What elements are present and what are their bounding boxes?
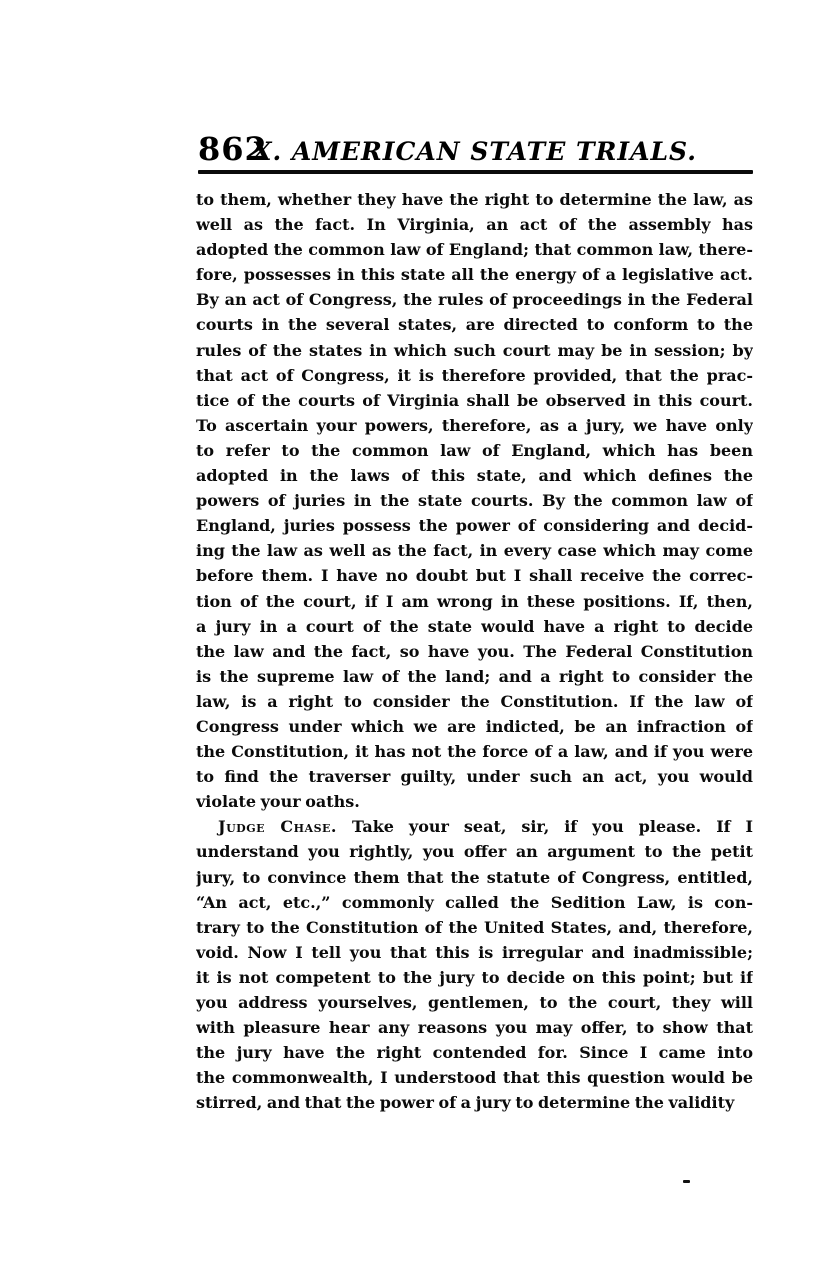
text-line: it is not competent to the jury to decide on this point; but if: [196, 967, 753, 987]
text-line: Congress under which we are indicted, be an infraction of: [196, 716, 753, 736]
text-line: adopted the common law of England; that common law, there-: [196, 240, 753, 260]
text-line: the Constitution, it has not the force of a law, and if you were: [196, 742, 753, 762]
page-body: [196, 187, 753, 1115]
text-line: void. Now I tell you that this is irregular and inadmissible;: [196, 942, 753, 962]
running-head: [196, 132, 753, 170]
header-rule: [198, 170, 753, 174]
text-line: to refer to the common law of England, which has been: [196, 440, 753, 460]
scan-artifact-mark: [683, 1180, 690, 1183]
text-line: To ascertain your powers, therefore, as a jury, we have only: [196, 415, 753, 435]
text-line: courts in the several states, are directed to conform to the: [196, 315, 753, 335]
text-line: the jury have the right contended for. Since I came into: [196, 1043, 753, 1063]
text-line: tion of the court, if I am wrong in these positions. If, then,: [196, 591, 753, 611]
text-line: Judge Chase. Take your seat, sir, if you please. If I: [218, 817, 753, 837]
text-line: understand you rightly, you offer an argument to the petit: [196, 842, 753, 862]
text-line: powers of juries in the state courts. By the common law of: [196, 491, 753, 511]
text-line: fore, possesses in this state all the energy of a legislative act.: [196, 265, 753, 285]
text-line: to find the traverser guilty, under such an act, you would: [196, 767, 753, 787]
paragraph: [196, 814, 753, 1115]
text-line: the commonwealth, I understood that this question would be: [196, 1068, 753, 1088]
text-line: law, is a right to consider the Constitution. If the law of: [196, 691, 753, 711]
text-line: stirred, and that the power of a jury to determine the validity: [196, 1093, 735, 1113]
text-line: with pleasure hear any reasons you may offer, to show that: [196, 1018, 753, 1038]
text-line: you address yourselves, gentlemen, to the court, they will: [196, 993, 753, 1012]
page-number: 862: [198, 130, 268, 168]
text-line: that act of Congress, it is therefore provided, that the prac-: [196, 365, 753, 385]
text-line: is the supreme law of the land; and a right to consider the: [196, 666, 753, 686]
text-line: jury, to convince them that the statute of Congress, entitled,: [196, 867, 753, 887]
text-line: rules of the states in which such court may be in session; by: [196, 340, 753, 360]
running-head-title: X. AMERICAN STATE TRIALS.: [252, 137, 697, 166]
text-line: a jury in a court of the state would have a right to decide: [196, 616, 753, 636]
paragraph: [196, 187, 753, 814]
text-line: “An act, etc.,” commonly called the Sedition Law, is con-: [196, 892, 753, 912]
text-line: to them, whether they have the right to determine the law, as: [196, 190, 753, 209]
text-line: England, juries possess the power of considering and decid-: [196, 516, 753, 536]
text-line: before them. I have no doubt but I shall receive the correc-: [196, 566, 753, 586]
text-line: By an act of Congress, the rules of proceedings in the Federal: [196, 290, 753, 310]
text-line: violate your oaths.: [196, 792, 360, 812]
text-line: ing the law as well as the fact, in every case which may come: [196, 541, 753, 561]
speaker-name: Judge Chase.: [218, 817, 337, 837]
text-line: tice of the courts of Virginia shall be observed in this court.: [196, 390, 753, 410]
text-line: well as the fact. In Virginia, an act of the assembly has: [196, 215, 753, 235]
text-line: adopted in the laws of this state, and which defines the: [196, 466, 753, 486]
text-line: trary to the Constitution of the United States, and, therefore,: [196, 917, 753, 937]
text-line: the law and the fact, so have you. The Federal Constitution: [196, 641, 753, 661]
